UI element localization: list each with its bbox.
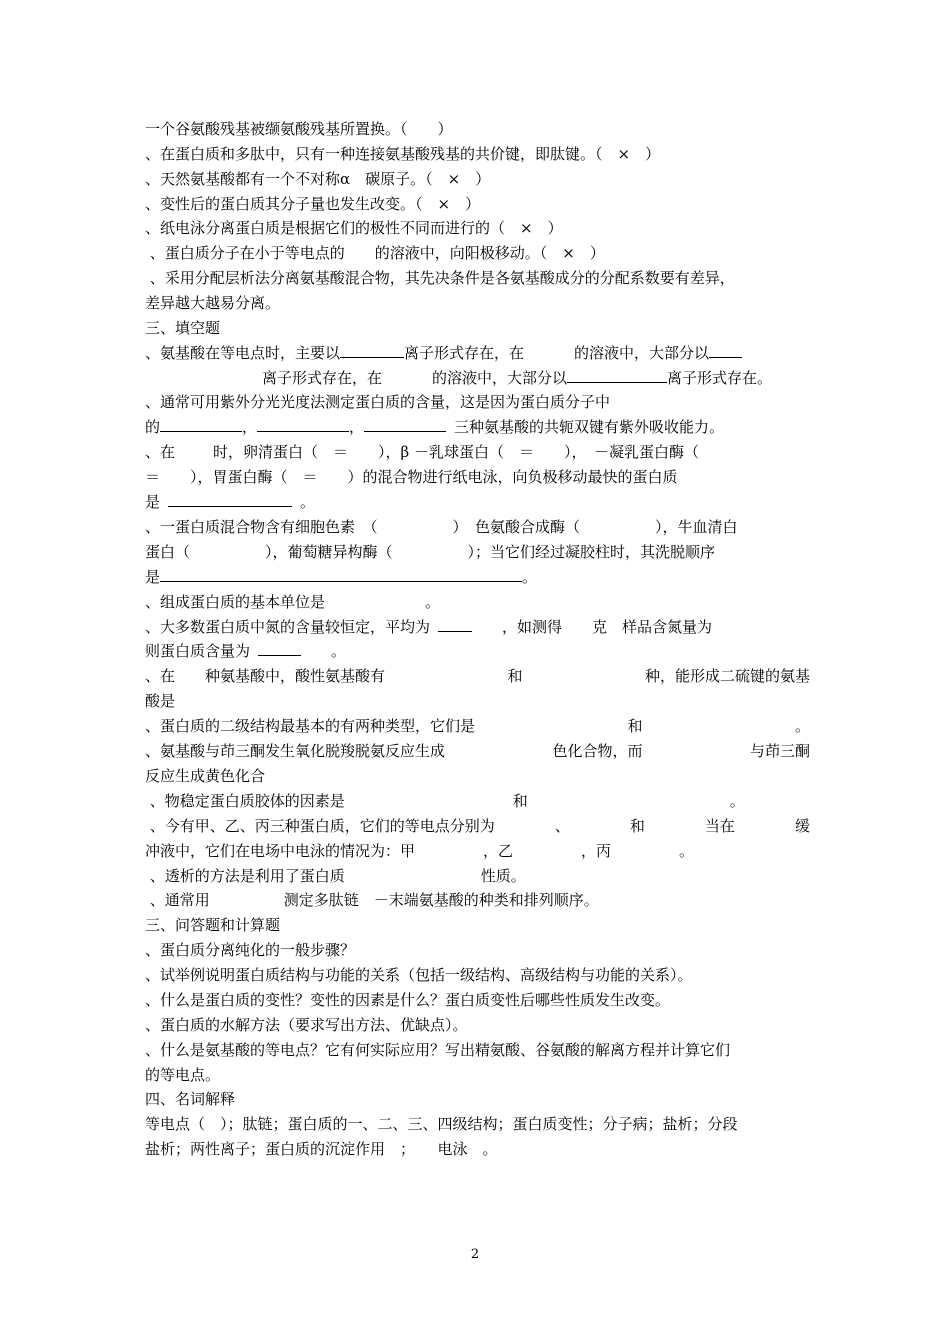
text-line — [145, 567, 810, 587]
text-line — [145, 841, 810, 861]
text: 与茚三酮 — [749, 742, 810, 760]
section-heading — [145, 318, 810, 338]
text: 。 — [331, 642, 347, 660]
text: 是 — [145, 493, 161, 511]
text-line — [145, 1065, 810, 1085]
text: 、在 — [145, 443, 176, 461]
text: 、蛋白质分离纯化的一般步骤？ — [145, 941, 356, 959]
text-line — [145, 641, 810, 661]
text-line — [145, 492, 810, 512]
text: 、什么是蛋白质的变性？变性的因素是什么？蛋白质变性后哪些性质发生改变。 — [145, 991, 671, 1009]
text: 、在蛋白质和多肽中，只有一种连接氨基酸残基的共价键，即肽键。（ × ） — [145, 145, 661, 163]
text-line — [145, 716, 810, 736]
text-line — [145, 268, 810, 288]
text: 、物稳定蛋白质胶体的因素是 — [145, 792, 345, 810]
text-line — [145, 741, 810, 761]
text: 的溶液中，大部分以 — [432, 369, 568, 387]
text-line — [145, 990, 810, 1010]
text-line — [145, 144, 810, 164]
answer-blank — [258, 641, 301, 656]
text: 、大多数蛋白质中氮的含量较恒定，平均为 — [145, 618, 431, 636]
text: 当在 — [704, 817, 735, 835]
text: 、变性后的蛋白质其分子量也发生改变。（ × ） — [145, 195, 481, 213]
text-line — [145, 1114, 810, 1134]
text: ，丙 — [581, 842, 612, 860]
text: 性质。 — [480, 867, 526, 885]
text: 、今有甲、乙、丙三种蛋白质，它们的等电点分别为 — [145, 817, 495, 835]
page-number: 2 — [470, 1247, 480, 1262]
text: 三、填空题 — [145, 319, 221, 337]
answer-blank — [160, 567, 522, 582]
text: 等电点（ ）；肽链；蛋白质的一、二、三、四级结构；蛋白质变性；分子病；盐析；分段 — [145, 1115, 738, 1133]
text-line — [145, 965, 810, 985]
text: 种氨基酸中，酸性氨基酸有 — [205, 667, 386, 685]
text: 蛋白（ ），葡萄糖异构酶（ ）；当它们经过凝胶柱时，其洗脱顺序 — [145, 543, 716, 561]
text: 。 — [679, 842, 695, 860]
text: 。 — [425, 593, 441, 611]
text: 和 — [507, 667, 523, 685]
text: 、什么是氨基酸的等电点？它有何实际应用？写出精氨酸、谷氨酸的解离方程并计算它们 — [145, 1041, 731, 1059]
section-heading — [145, 915, 810, 935]
text: 、透析的方法是利用了蛋白质 — [145, 867, 345, 885]
text: 、氨基酸与茚三酮发生氧化脱羧脱氨反应生成 — [145, 742, 446, 760]
text: 。 — [729, 792, 745, 810]
text: 离子形式存在，在 — [404, 344, 525, 362]
answer-blank — [709, 343, 742, 358]
text: 、试举例说明蛋白质结构与功能的关系（包括一级结构、高级结构与功能的关系）。 — [145, 966, 693, 984]
text: 、蛋白质的二级结构最基本的有两种类型，它们是 — [145, 717, 476, 735]
text-line — [145, 343, 810, 363]
text: ，乙 — [483, 842, 514, 860]
text: 。 — [794, 717, 810, 735]
text-line — [145, 169, 810, 189]
text: 、天然氨基酸都有一个不对称α 碳原子。（ × ） — [145, 170, 491, 188]
text: 、组成蛋白质的基本单位是 — [145, 593, 326, 611]
text-line — [145, 467, 810, 487]
text: 冲液中，它们在电场中电泳的情况为：甲 — [145, 842, 416, 860]
text: 是 — [145, 568, 161, 586]
text: 三、问答题和计算题 — [145, 916, 281, 934]
text-line — [145, 592, 810, 612]
text-line — [145, 866, 810, 886]
text: 离子形式存在，在 — [262, 369, 383, 387]
text: ， — [349, 418, 365, 436]
text-line — [145, 791, 810, 811]
text: 测定多肽链 －末端氨基酸的种类和排列顺序。 — [283, 891, 599, 909]
text: 差异越大越易分离。 — [145, 294, 281, 312]
text: 、通常可用紫外分光光度法测定蛋白质的含量，这是因为蛋白质分子中 — [145, 393, 611, 411]
text-line — [145, 194, 810, 214]
text-line — [145, 1040, 810, 1060]
text: 、蛋白质分子在小于等电点的 的溶液中，向阳极移动。（ × ） — [145, 244, 605, 262]
text: 种，能形成二硫键的氨基 — [644, 667, 810, 685]
text: 反应生成黄色化合 — [145, 767, 266, 785]
text-line — [145, 392, 810, 412]
text: 、通常用 — [145, 891, 210, 909]
text: 酸是 — [145, 692, 176, 710]
text-line — [145, 542, 810, 562]
answer-blank — [340, 343, 404, 358]
answer-blank — [567, 368, 667, 383]
text-line — [145, 293, 810, 313]
text-line — [145, 517, 810, 537]
text-line — [145, 691, 810, 711]
text-line — [145, 890, 810, 910]
text: 三种氨基酸的共轭双键有紫外吸收能力。 — [454, 418, 725, 436]
text: ，如测得 克 样品含氮量为 — [502, 618, 713, 636]
text: 、 — [554, 817, 570, 835]
text-line — [145, 119, 810, 139]
text: 、氨基酸在等电点时，主要以 — [145, 344, 341, 362]
text-line — [145, 243, 810, 263]
section-heading — [145, 1089, 810, 1109]
text: 离子形式存在。 — [667, 369, 773, 387]
text-line — [145, 617, 810, 637]
text: 、纸电泳分离蛋白质是根据它们的极性不同而进行的（ × ） — [145, 219, 563, 237]
text: ， — [242, 418, 258, 436]
answer-blank — [438, 617, 472, 632]
text-line — [145, 442, 810, 462]
text: 的溶液中，大部分以 — [574, 344, 710, 362]
answer-blank — [257, 417, 349, 432]
text-line — [145, 1015, 810, 1035]
text-line — [145, 766, 810, 786]
text: 色化合物，而 — [552, 742, 643, 760]
answer-blank — [364, 417, 446, 432]
text-line — [145, 417, 810, 437]
text-line — [145, 940, 810, 960]
text: 、采用分配层析法分离氨基酸混合物，其先决条件是各氨基酸成分的分配系数要有差异， — [145, 269, 735, 287]
text: 、蛋白质的水解方法（要求写出方法、优缺点）。 — [145, 1016, 468, 1034]
text: 则蛋白质含量为 — [145, 642, 251, 660]
text: 和 — [629, 817, 645, 835]
text: 和 — [512, 792, 528, 810]
text: 的 — [145, 418, 161, 436]
text: 的等电点。 — [145, 1066, 221, 1084]
answer-blank — [160, 417, 242, 432]
text: ＝ ），胃蛋白酶（ ＝ ）的混合物进行纸电泳，向负极移动最快的蛋白质 — [145, 468, 678, 486]
text: 缓 — [794, 817, 810, 835]
text: 、在 — [145, 667, 176, 685]
text: 。 — [300, 493, 316, 511]
text-line — [145, 816, 810, 836]
text: 盐析；两性离子；蛋白质的沉淀作用 ； 电泳 。 — [145, 1140, 498, 1158]
text-line — [145, 1139, 810, 1159]
text: 、一蛋白质混合物含有细胞色素 （ ） 色氨酸合成酶（ ），牛血清白 — [145, 518, 738, 536]
text: 一个谷氨酸残基被缬氨酸残基所置换。（ ） — [145, 120, 453, 138]
text-line — [145, 218, 810, 238]
text: 时，卵清蛋白（ ＝ ），β －乳球蛋白（ ＝ ）， －凝乳蛋白酶（ — [213, 443, 699, 461]
text-line — [145, 666, 810, 686]
text: 和 — [627, 717, 643, 735]
text: 四、名词解释 — [145, 1090, 236, 1108]
text-line — [262, 368, 927, 388]
answer-blank — [168, 492, 292, 507]
text: 。 — [522, 568, 538, 586]
